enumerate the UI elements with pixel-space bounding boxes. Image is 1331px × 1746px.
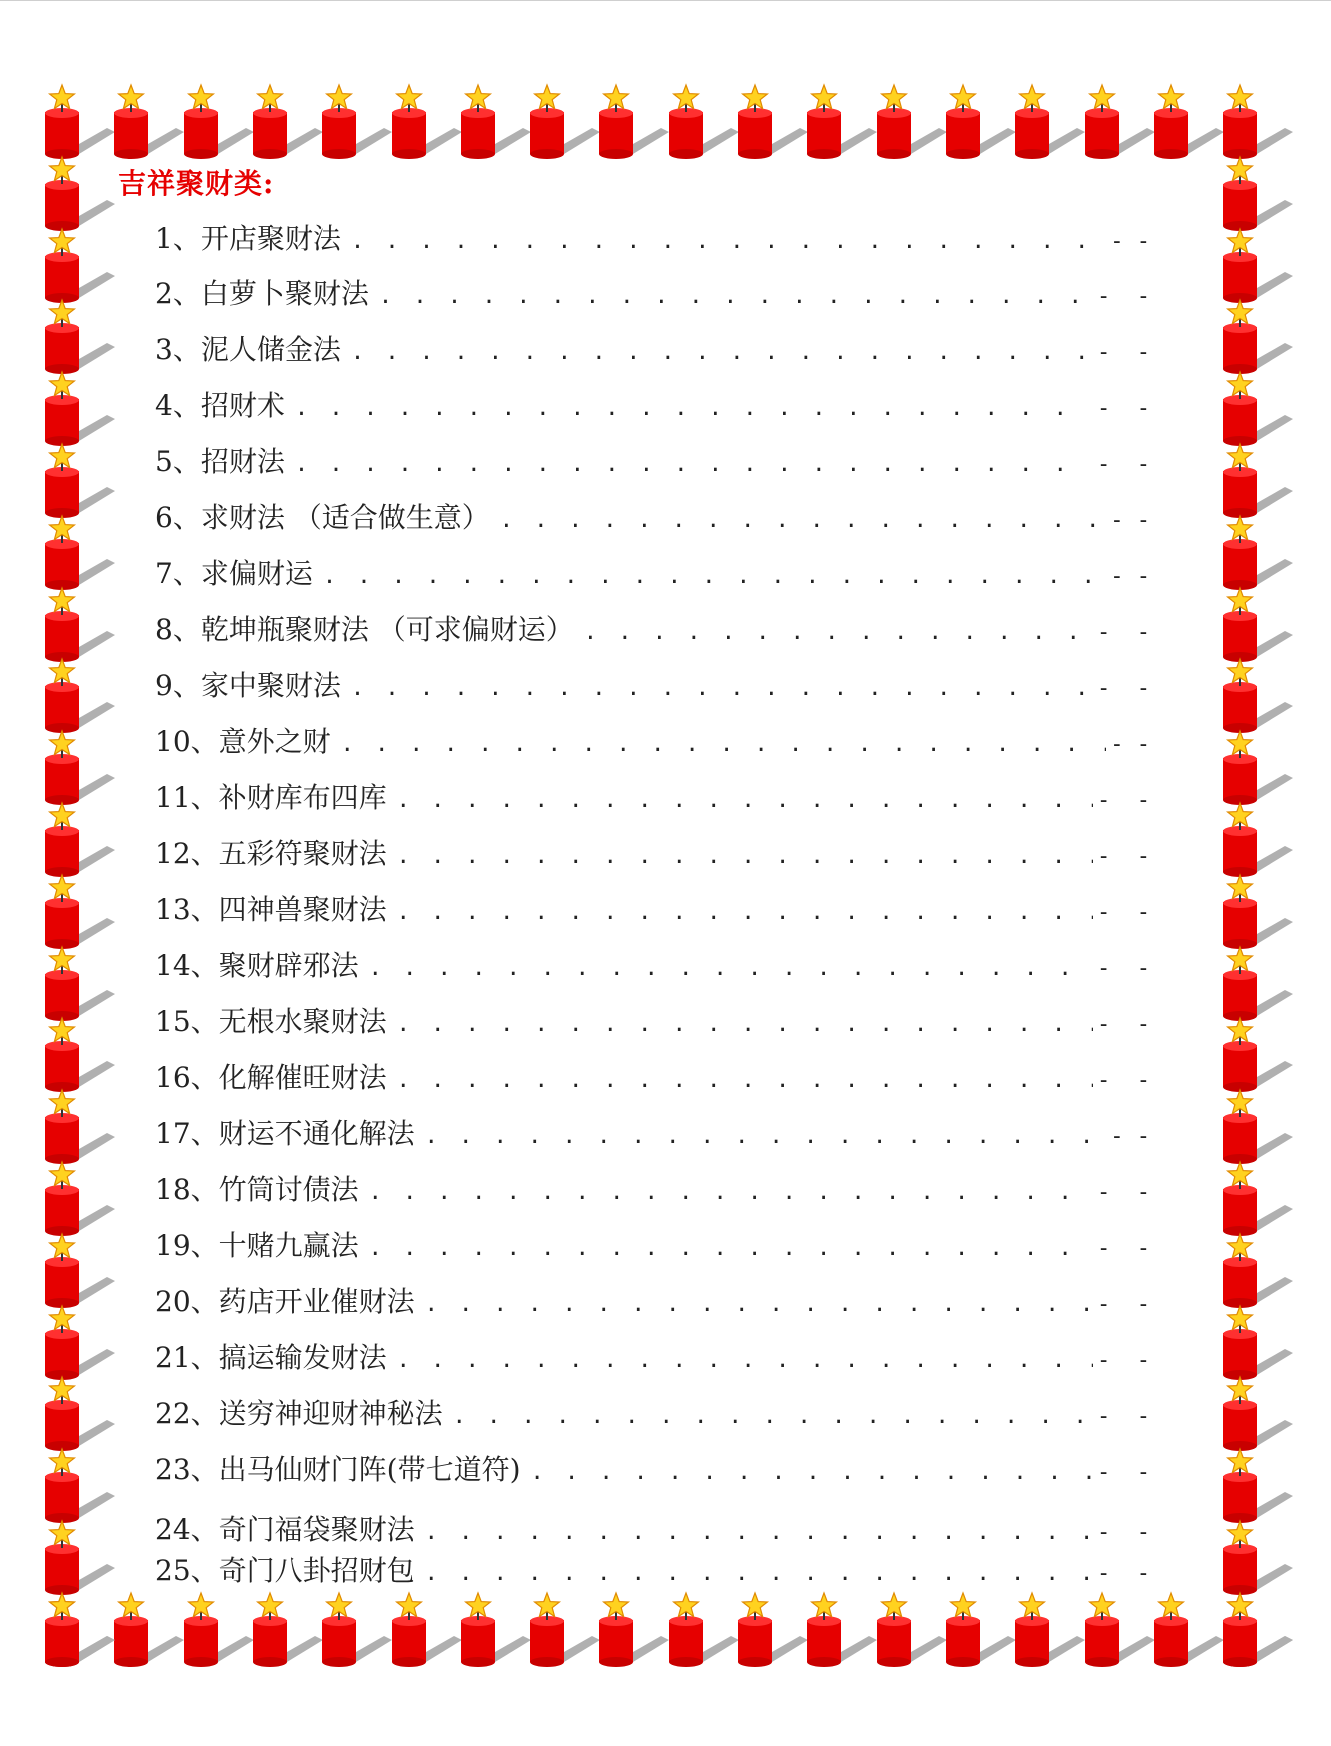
firecracker-icon <box>669 1593 739 1667</box>
toc-leader-dots <box>425 1124 1107 1149</box>
firecracker-icon <box>1223 1162 1293 1236</box>
toc-leader-dots <box>351 340 1093 365</box>
toc-entry-number: 19、 <box>155 1229 219 1262</box>
toc-entry-page: - - <box>1097 452 1150 477</box>
toc-entry <box>155 944 1150 984</box>
firecracker-icon <box>738 85 808 159</box>
toc-entry-page: - - <box>1097 956 1150 981</box>
firecracker-icon <box>1223 875 1293 949</box>
toc-entry-page: - - <box>1097 1460 1150 1485</box>
firecracker-icon <box>1015 1593 1085 1667</box>
toc-entry-number: 24、 <box>155 1513 219 1546</box>
toc-leader-dots <box>425 1561 1093 1586</box>
toc-leader-dots <box>369 1180 1093 1205</box>
toc-entry-page: - - <box>1097 788 1150 813</box>
firecracker-icon <box>877 85 947 159</box>
toc-leader-dots <box>531 1460 1094 1485</box>
toc-entry <box>155 384 1150 424</box>
toc-entry-page: - - <box>1097 1348 1150 1373</box>
toc-entry <box>155 440 1150 480</box>
toc-entry-title: 财运不通化解法 <box>218 1117 415 1150</box>
firecracker-icon <box>1223 1449 1293 1523</box>
firecracker-icon <box>1085 85 1155 159</box>
firecracker-icon <box>1223 300 1293 374</box>
toc-leader-dots <box>425 1292 1093 1317</box>
toc-entry <box>155 776 1150 816</box>
firecracker-icon <box>45 1593 115 1667</box>
firecracker-icon <box>1223 516 1293 590</box>
toc-entry-number: 20、 <box>155 1285 219 1318</box>
firecracker-icon <box>322 85 392 159</box>
toc-entry-number: 3、 <box>155 333 201 366</box>
firecracker-icon <box>1223 803 1293 877</box>
firecracker-icon <box>45 1521 115 1595</box>
toc-entry <box>155 496 1150 536</box>
firecracker-icon <box>738 1593 808 1667</box>
toc-entry-title: 家中聚财法 <box>200 669 341 702</box>
firecracker-icon <box>1154 85 1224 159</box>
toc-entry-number: 5、 <box>155 445 201 478</box>
section-heading: 吉祥聚财类: <box>118 167 275 200</box>
firecracker-icon <box>114 1593 184 1667</box>
toc-entry-page: - - <box>1097 900 1150 925</box>
toc-entry-title: 招财术 <box>200 389 285 422</box>
toc-entry-title: 乾坤瓶聚财法 （可求偏财运） <box>200 613 574 646</box>
toc-entry-title: 无根水聚财法 <box>218 1005 387 1038</box>
firecracker-icon <box>45 1090 115 1164</box>
toc-leader-dots <box>397 788 1093 813</box>
toc-entry-number: 14、 <box>155 949 219 982</box>
firecracker-icon <box>1223 1521 1293 1595</box>
toc-entry-page: - - <box>1110 564 1150 589</box>
toc-entry <box>155 1392 1150 1432</box>
toc-leader-dots <box>425 1520 1093 1545</box>
toc-entry <box>155 888 1150 928</box>
firecracker-icon <box>1223 1377 1293 1451</box>
firecracker-icon <box>45 875 115 949</box>
toc-entry <box>155 1508 1150 1548</box>
firecracker-icon <box>530 85 600 159</box>
toc-entry-title: 开店聚财法 <box>200 222 341 255</box>
firecracker-icon <box>1223 588 1293 662</box>
toc-entry-title: 十赌九赢法 <box>218 1229 359 1262</box>
toc-entry-number: 10、 <box>155 725 219 758</box>
toc-entry-page: - - <box>1097 1292 1150 1317</box>
toc-entry-title: 四神兽聚财法 <box>218 893 387 926</box>
toc-entry-page: - - <box>1110 732 1150 757</box>
firecracker-icon <box>1223 659 1293 733</box>
toc-leader-dots <box>369 956 1093 981</box>
toc-entry-title: 竹筒讨债法 <box>218 1173 359 1206</box>
firecracker-icon <box>45 1162 115 1236</box>
firecracker-icon <box>392 85 462 159</box>
toc-entry-page: - - <box>1097 620 1150 645</box>
toc-entry-page: - - <box>1110 508 1150 533</box>
firecracker-icon <box>45 85 115 159</box>
toc-entry-page: - - <box>1097 1404 1150 1429</box>
firecracker-icon <box>1223 1306 1293 1380</box>
firecracker-icon <box>1154 1593 1224 1667</box>
toc-entry-title: 送穷神迎财神秘法 <box>218 1397 443 1430</box>
toc-leader-dots <box>397 1348 1093 1373</box>
toc-leader-dots <box>397 844 1093 869</box>
toc-entry-number: 15、 <box>155 1005 219 1038</box>
toc-entry-number: 1、 <box>155 222 201 255</box>
toc-entry-number: 6、 <box>155 501 201 534</box>
firecracker-icon <box>1223 1593 1293 1667</box>
firecracker-icon <box>45 516 115 590</box>
toc-entry <box>155 217 1150 257</box>
toc-entry <box>155 1549 1150 1589</box>
toc-leader-dots <box>351 676 1093 701</box>
toc-entry-title: 求偏财运 <box>200 557 313 590</box>
firecracker-icon <box>45 1018 115 1092</box>
toc-entry-number: 22、 <box>155 1397 219 1430</box>
toc-entry-page: - - <box>1097 284 1150 309</box>
toc-entry-page: - - <box>1097 340 1150 365</box>
firecracker-icon <box>45 300 115 374</box>
firecracker-icon <box>45 1306 115 1380</box>
firecracker-icon <box>461 1593 531 1667</box>
firecracker-icon <box>1223 444 1293 518</box>
firecracker-icon <box>45 659 115 733</box>
toc-entry-number: 9、 <box>155 669 201 702</box>
firecracker-icon <box>1223 372 1293 446</box>
firecracker-icon <box>45 1449 115 1523</box>
toc-entry-number: 12、 <box>155 837 219 870</box>
firecracker-icon <box>669 85 739 159</box>
toc-entry-number: 21、 <box>155 1341 219 1374</box>
toc-entry-number: 13、 <box>155 893 219 926</box>
firecracker-icon <box>45 1593 115 1667</box>
firecracker-icon <box>1223 731 1293 805</box>
firecracker-icon <box>45 588 115 662</box>
toc-entry-page: - - <box>1097 1068 1150 1093</box>
toc-leader-dots <box>397 1012 1093 1037</box>
toc-entry-title: 招财法 <box>200 445 285 478</box>
toc-entry-title: 药店开业催财法 <box>218 1285 415 1318</box>
toc-entry-number: 16、 <box>155 1061 219 1094</box>
toc-entry <box>155 552 1150 592</box>
toc-entry-page: - - <box>1097 1520 1150 1545</box>
firecracker-icon <box>253 1593 323 1667</box>
toc-entry-page: - - <box>1097 1180 1150 1205</box>
toc-entry-page: - - <box>1097 1561 1150 1586</box>
firecracker-icon <box>1223 1234 1293 1308</box>
firecracker-icon <box>1223 947 1293 1021</box>
firecracker-icon <box>1223 157 1293 231</box>
toc-leader-dots <box>295 452 1093 477</box>
toc-entry-page: - - <box>1110 229 1150 254</box>
toc-leader-dots <box>323 564 1106 589</box>
firecracker-icon <box>114 85 184 159</box>
toc-entry-number: 25、 <box>155 1554 219 1587</box>
toc-entry-number: 23、 <box>155 1453 219 1486</box>
firecracker-icon <box>45 444 115 518</box>
firecracker-icon <box>1085 1593 1155 1667</box>
toc-entry-title: 求财法 （适合做生意） <box>200 501 490 534</box>
toc-entry-title: 奇门八卦招财包 <box>218 1554 415 1587</box>
firecracker-icon <box>599 85 669 159</box>
toc-leader-dots <box>369 1236 1093 1261</box>
firecracker-icon <box>45 731 115 805</box>
toc-leader-dots <box>351 229 1106 254</box>
toc-entry-title: 五彩符聚财法 <box>218 837 387 870</box>
firecracker-icon <box>45 1377 115 1451</box>
toc-entry <box>155 1224 1150 1264</box>
toc-entry <box>155 272 1150 312</box>
toc-entry-title: 化解催旺财法 <box>218 1061 387 1094</box>
firecracker-icon <box>1223 85 1293 159</box>
toc-entry <box>155 1280 1150 1320</box>
toc-entry-number: 8、 <box>155 613 201 646</box>
firecracker-icon <box>599 1593 669 1667</box>
toc-entry <box>155 1056 1150 1096</box>
toc-entry <box>155 328 1150 368</box>
firecracker-icon <box>1223 1090 1293 1164</box>
toc-entry-page: - - <box>1097 844 1150 869</box>
firecracker-icon <box>184 1593 254 1667</box>
toc-entry-title: 白萝卜聚财法 <box>200 277 369 310</box>
toc-entry <box>155 1168 1150 1208</box>
toc-entry-title: 意外之财 <box>218 725 331 758</box>
firecracker-icon <box>45 803 115 877</box>
firecracker-icon <box>807 85 877 159</box>
firecracker-icon <box>45 229 115 303</box>
toc-leader-dots <box>397 900 1093 925</box>
firecracker-icon <box>530 1593 600 1667</box>
firecracker-icon <box>45 947 115 1021</box>
firecracker-icon <box>1223 229 1293 303</box>
toc-leader-dots <box>453 1404 1093 1429</box>
toc-entry <box>155 608 1150 648</box>
toc-entry <box>155 1448 1150 1488</box>
firecracker-icon <box>45 1234 115 1308</box>
firecracker-icon <box>946 85 1016 159</box>
firecracker-icon <box>1223 1018 1293 1092</box>
toc-entry-page: - - <box>1110 1124 1150 1149</box>
toc-entry-number: 11、 <box>155 781 219 814</box>
firecracker-icon <box>45 157 115 231</box>
firecracker-icon <box>1015 85 1085 159</box>
toc-entry-title: 奇门福袋聚财法 <box>218 1513 415 1546</box>
toc-entry-number: 2、 <box>155 277 201 310</box>
toc-entry <box>155 664 1150 704</box>
toc-entry-number: 18、 <box>155 1173 219 1206</box>
toc-leader-dots <box>295 396 1093 421</box>
toc-entry <box>155 1336 1150 1376</box>
toc-entry <box>155 1000 1150 1040</box>
firecracker-icon <box>461 85 531 159</box>
toc-entry-number: 7、 <box>155 557 201 590</box>
firecracker-icon <box>322 1593 392 1667</box>
toc-entry-number: 17、 <box>155 1117 219 1150</box>
toc-entry-page: - - <box>1097 396 1150 421</box>
toc-entry-title: 补财库布四库 <box>218 781 387 814</box>
firecracker-icon <box>1223 1593 1293 1667</box>
page-top-rule <box>0 0 1331 1</box>
firecracker-icon <box>253 85 323 159</box>
firecracker-icon <box>946 1593 1016 1667</box>
toc-entry-title: 泥人储金法 <box>200 333 341 366</box>
toc-leader-dots <box>341 732 1107 757</box>
toc-entry-page: - - <box>1097 1012 1150 1037</box>
toc-entry-number: 4、 <box>155 389 201 422</box>
toc-entry <box>155 720 1150 760</box>
firecracker-icon <box>877 1593 947 1667</box>
toc-entry-page: - - <box>1097 676 1150 701</box>
firecracker-icon <box>45 372 115 446</box>
toc-entry <box>155 1112 1150 1152</box>
toc-entry-title: 聚财辟邪法 <box>218 949 359 982</box>
toc-leader-dots <box>379 284 1093 309</box>
firecracker-icon <box>184 85 254 159</box>
firecracker-icon <box>392 1593 462 1667</box>
toc-entry-title: 出马仙财门阵(带七道符) <box>218 1453 521 1486</box>
firecracker-icon <box>807 1593 877 1667</box>
toc-leader-dots <box>397 1068 1093 1093</box>
toc-entry <box>155 832 1150 872</box>
toc-leader-dots <box>500 508 1107 533</box>
toc-entry-title: 搞运输发财法 <box>218 1341 387 1374</box>
toc-leader-dots <box>584 620 1093 645</box>
toc-entry-page: - - <box>1097 1236 1150 1261</box>
